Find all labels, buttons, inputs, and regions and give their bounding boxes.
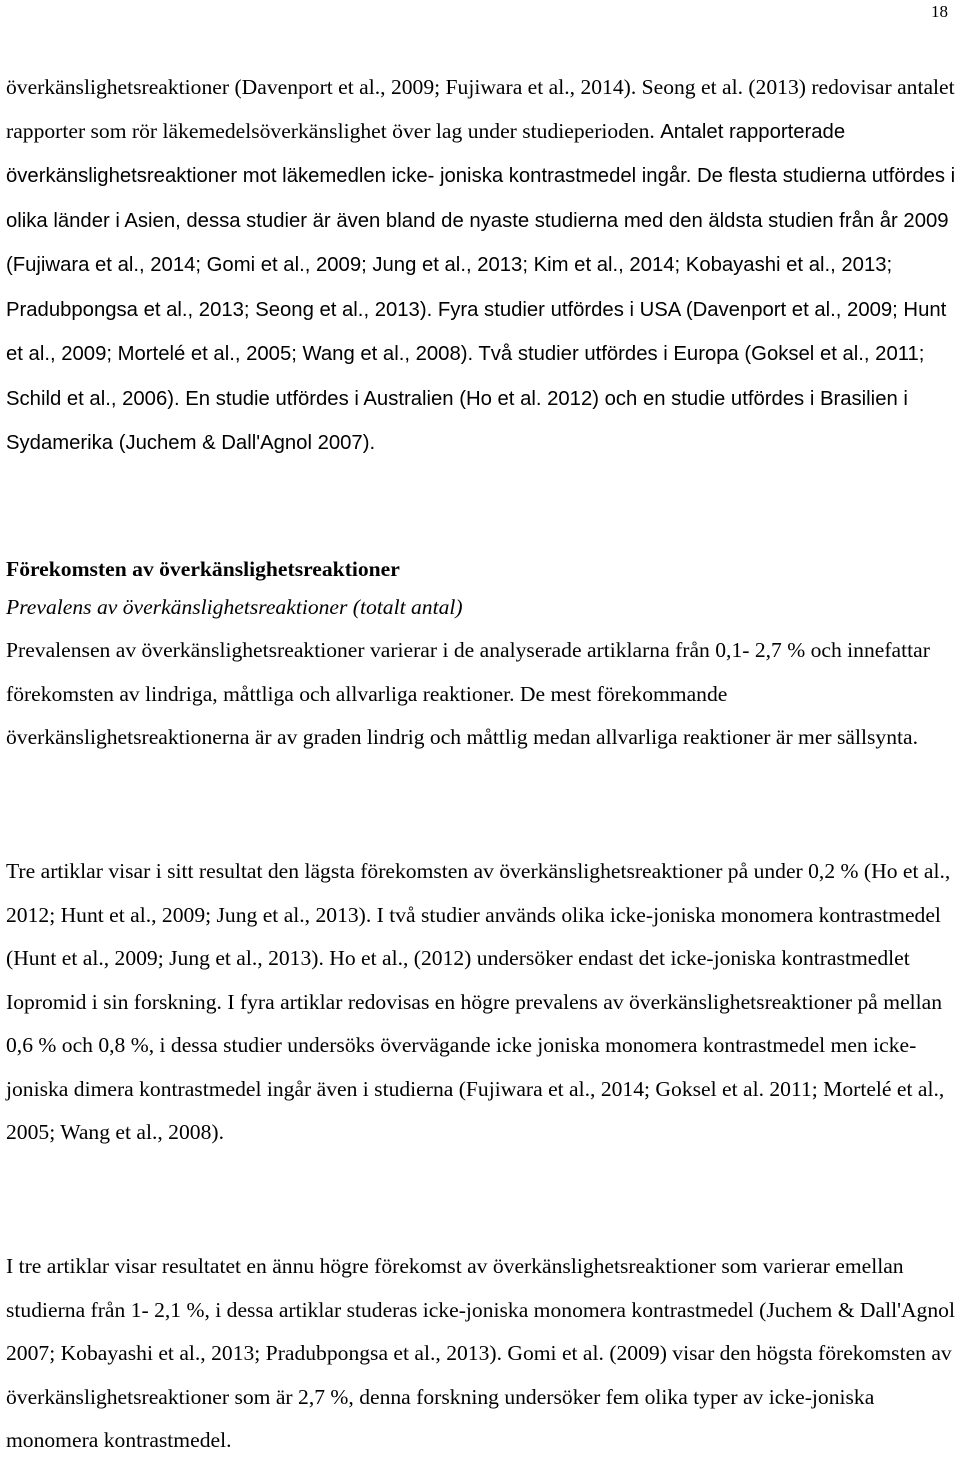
section-heading: Förekomsten av överkänslighetsreaktioner	[6, 557, 400, 581]
paragraph-countries-serif-run: överkänslighetsreaktioner (Davenport et al., 2009; Fujiwara et al., 2014). Seong et al. (2013) redovisar antalet rapporter som rör läkemedelsöverkänslighet över lag under studieperioden.	[6, 75, 955, 143]
paragraph-lowest	[6, 850, 956, 1155]
paragraph-higher-text: I tre artiklar visar resultatet en ännu högre förekomst av överkänslighetsreaktioner som varierar emellan studierna från 1- 2,1 %, i dessa artiklar studeras icke-joniska monomera kontrastmedel (Juchem & Dall'Agnol 2007; Kobayashi et al., 2013; Pradubpongsa et al., 2013). Gomi et al. (2009) visar den högsta förekomsten av överkänslighetsreaktioner som är 2,7 %, denna forskning undersöker fem olika typer av icke-joniska monomera kontrastmedel.	[6, 1254, 955, 1452]
paragraph-countries-text	[6, 66, 956, 466]
paragraph-countries	[6, 66, 956, 466]
section-prevalence	[6, 553, 956, 760]
paragraph-countries-sans-run: Antalet rapporterade överkänslighetsreaktioner mot läkemedlen icke- joniska kontrastmedel ingår. De flesta studierna utfördes i olika länder i Asien, dessa studier är även bland de nyaste studierna med den äldsta studien från år 2009 (Fujiwara et al., 2014; Gomi et al., 2009; Jung et al., 2013; Kim et al., 2014; Kobayashi et al., 2013; Pradubpongsa et al., 2013; Seong et al., 2013). Fyra studier utfördes i USA (Davenport et al., 2009; Hunt et al., 2009; Mortelé et al., 2005; Wang et al., 2008). Två studier utfördes i Europa (Goksel et al., 2011; Schild et al., 2006). En studie utfördes i Australien (Ho et al. 2012) och en studie utfördes i Brasilien i Sydamerika (Juchem & Dall'Agnol 2007).	[6, 120, 956, 454]
section-subheading: Prevalens av överkänslighetsreaktioner (totalt antal)	[6, 595, 463, 619]
paragraph-lowest-text: Tre artiklar visar i sitt resultat den lägsta förekomsten av överkänslighetsreaktioner på under 0,2 % (Ho et al., 2012; Hunt et al., 2009; Jung et al., 2013). I två studier används olika icke-joniska monomera kontrastmedel (Hunt et al., 2009; Jung et al., 2013). Ho et al., (2012) undersöker endast det icke-joniska kontrastmedlet Iopromid i sin forskning. I fyra artiklar redovisas en högre prevalens av överkänslighetsreaktioner på mellan 0,6 % och 0,8 %, i dessa studier undersöks övervägande icke joniska monomera kontrastmedel men icke-joniska dimera kontrastmedel ingår även i studierna (Fujiwara et al., 2014; Goksel et al. 2011; Mortelé et al., 2005; Wang et al., 2008).	[6, 859, 951, 1144]
paragraph-higher	[6, 1245, 956, 1463]
paragraph-prevalence: Prevalensen av överkänslighetsreaktioner varierar i de analyserade artiklarna från 0,1- 2,7 % och innefattar förekomsten av lindriga, måttliga och allvarliga reaktioner. De mest förekommande överkänslighetsreaktionerna är av graden lindrig och måttlig medan allvarliga reaktioner är mer sällsynta.	[6, 638, 930, 749]
page-number: 18	[931, 2, 948, 21]
